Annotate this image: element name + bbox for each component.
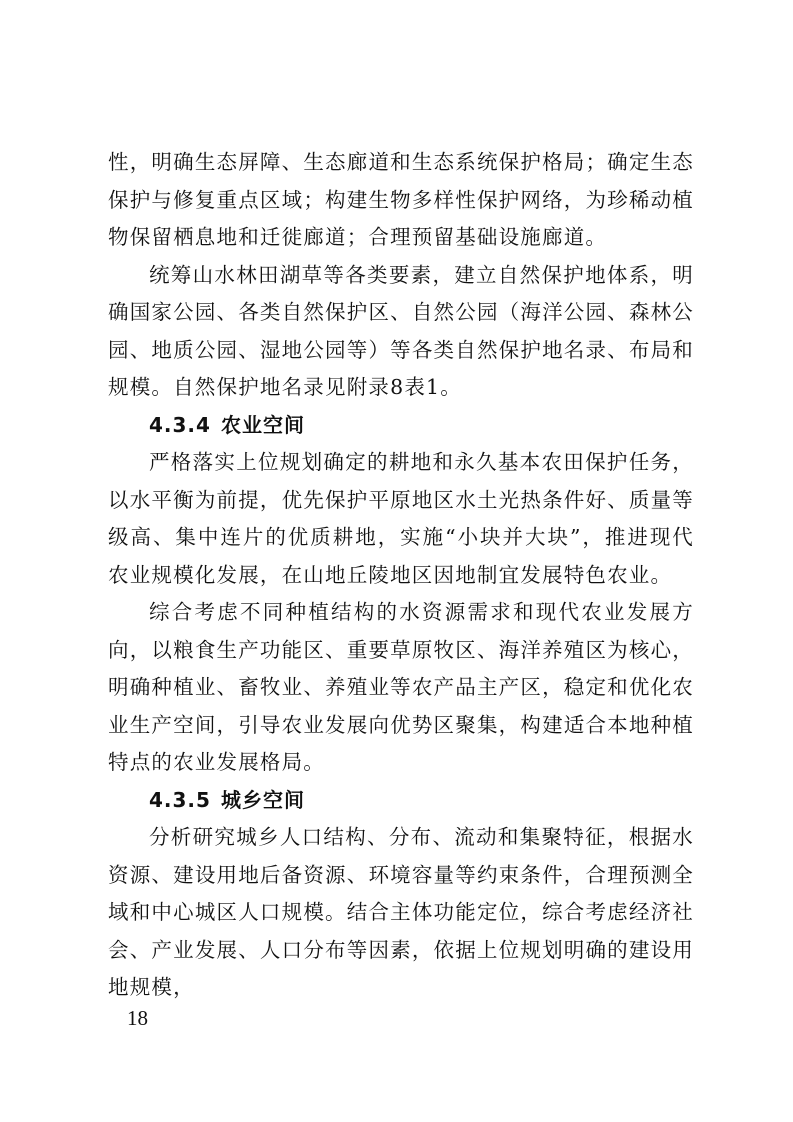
document-body	[108, 144, 694, 1007]
paragraph-population-analysis: 分析研究城乡人口结构、分布、流动和集聚特征，根据水资源、建设用地后备资源、环境容量等约束条件，合理预测全域和中心城区人口规模。结合主体功能定位，综合考虑经济社会、产业发展、人口分布等因素，依据上位规划明确的建设用地规模，	[108, 825, 694, 999]
paragraph-ecology-continued: 性，明确生态屏障、生态廊道和生态系统保护格局；确定生态保护与修复重点区域；构建生物多样性保护网络，为珍稀动植物保留栖息地和迁徙廊道；合理预留基础设施廊道。	[108, 150, 694, 249]
section-title: 农业空间	[220, 412, 305, 437]
page-number: 18	[127, 1006, 148, 1030]
paragraph-farmland-protection: 严格落实上位规划确定的耕地和永久基本农田保护任务，以水平衡为前提，优先保护平原地区水土光热条件好、质量等级高、集中连片的优质耕地，实施“小块并大块”，推进现代农业规模化发展，在山地丘陵地区因地制宜发展特色农业。	[108, 450, 694, 587]
section-number: 4.3.5	[149, 787, 211, 812]
section-title: 城乡空间	[220, 787, 305, 812]
paragraph-nature-reserves: 统筹山水林田湖草等各类要素，建立自然保护地体系，明确国家公园、各类自然保护区、自然公园（海洋公园、森林公园、地质公园、湿地公园等）等各类自然保护地名录、布局和规模。自然保护地名录见附录8表1。	[108, 262, 694, 399]
section-heading-urban-rural-space	[108, 782, 694, 820]
section-heading-agricultural-space	[108, 407, 694, 445]
paragraph-agricultural-layout: 综合考虑不同种植结构的水资源需求和现代农业发展方向，以粮食生产功能区、重要草原牧区、海洋养殖区为核心，明确种植业、畜牧业、养殖业等农产品主产区，稳定和优化农业生产空间，引导农业发展向优势区聚集，构建适合本地种植特点的农业发展格局。	[108, 600, 694, 774]
section-number: 4.3.4	[149, 412, 211, 437]
